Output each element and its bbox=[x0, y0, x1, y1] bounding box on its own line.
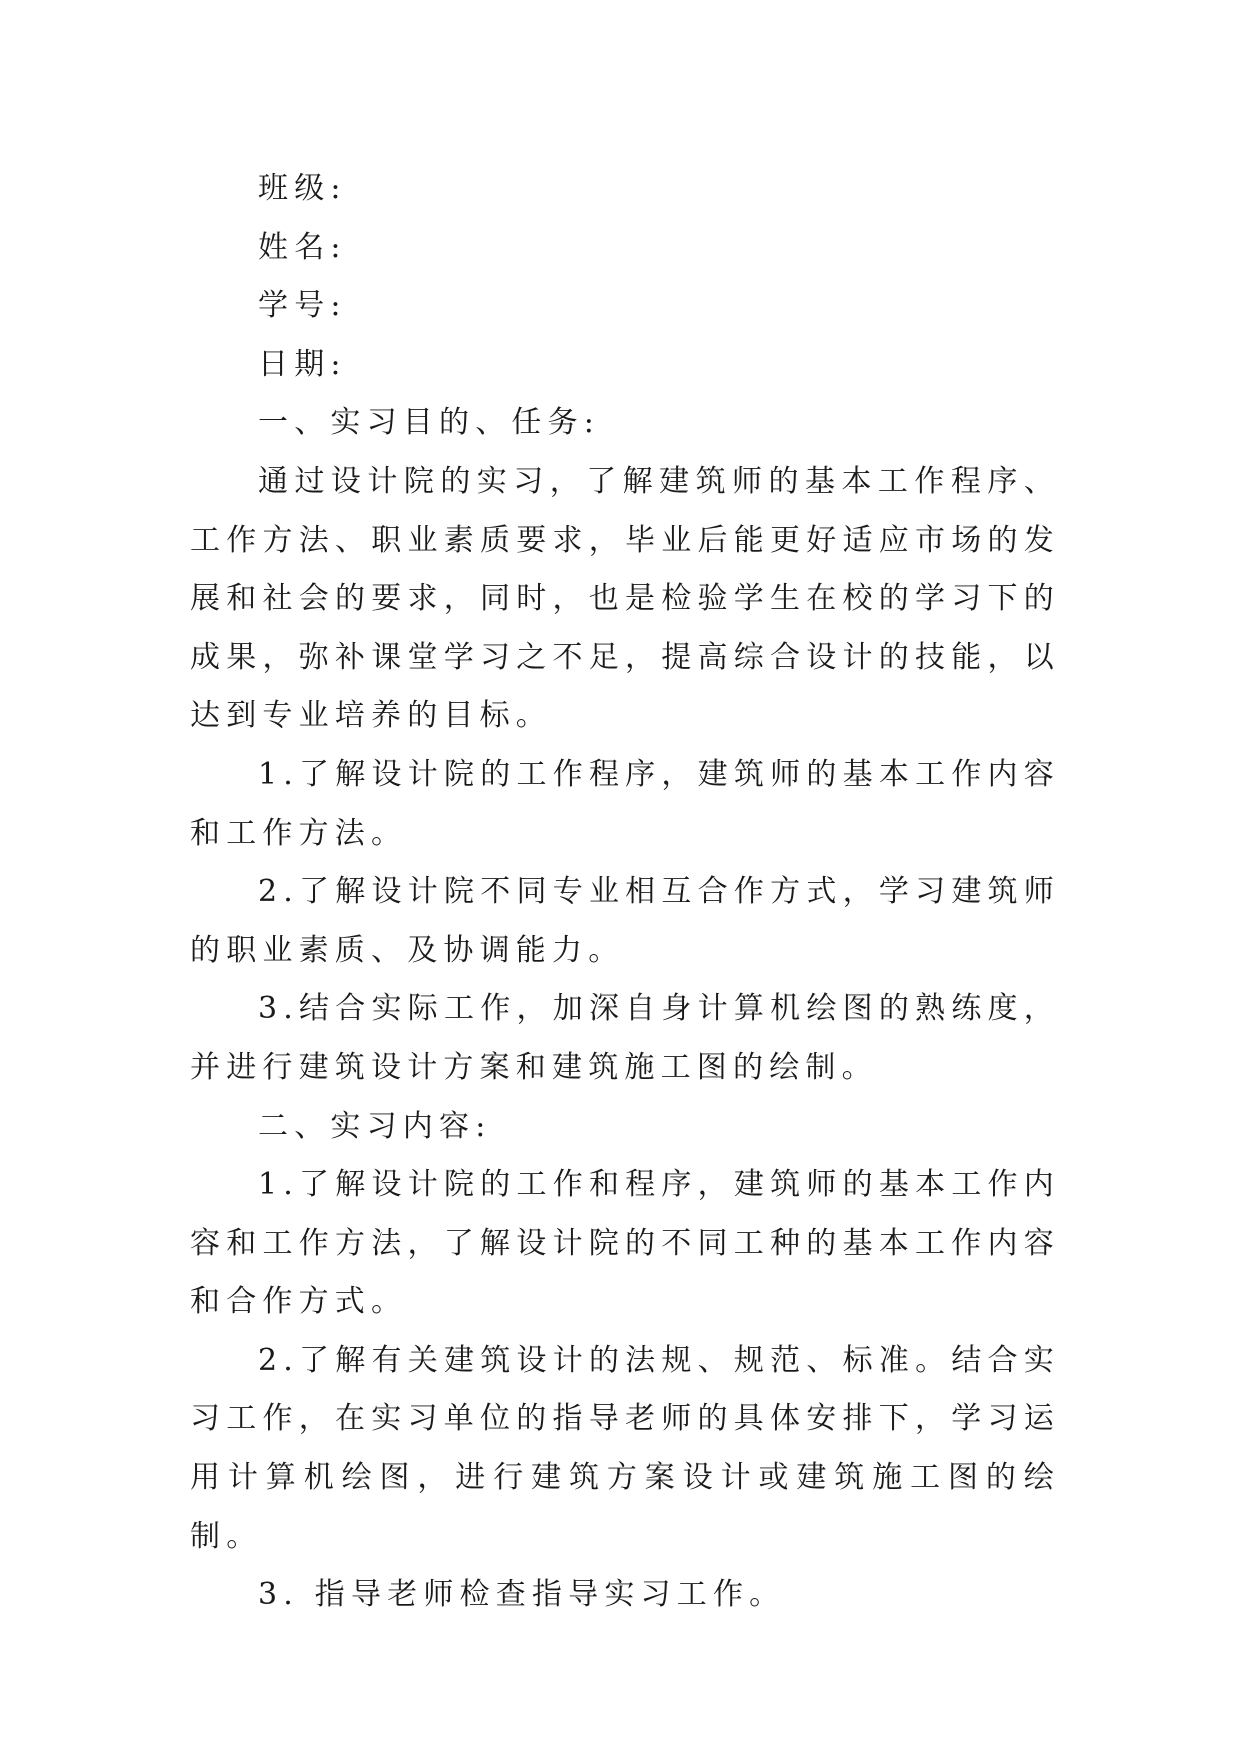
section-1-item-2: 2.了解设计院不同专业相互合作方式，学习建筑师的职业素质、及协调能力。 bbox=[190, 874, 1060, 968]
section-1-heading: 一、实习目的、任务: bbox=[258, 405, 601, 441]
section-2-item-1: 1.了解设计院的工作和程序，建筑师的基本工作内容和工作方法，了解设计院的不同工种的基本工作内容和合作方式。 bbox=[190, 1167, 1060, 1320]
section-1-item-3: 3.结合实际工作，加深自身计算机绘图的熟练度，并进行建筑设计方案和建筑施工图的绘制。 bbox=[190, 991, 1060, 1085]
section-2-heading: 二、实习内容: bbox=[258, 1108, 492, 1144]
class-label: 班级: bbox=[258, 171, 347, 206]
document-body bbox=[190, 160, 1060, 1625]
section-1-item-1: 1.了解设计院的工作程序，建筑师的基本工作内容和工作方法。 bbox=[190, 756, 1060, 851]
section-2-item-3: 3. 指导老师检查指导实习工作。 bbox=[258, 1577, 786, 1613]
section-2-item-2: 2.了解有关建筑设计的法规、规范、标准。结合实习工作，在实习单位的指导老师的具体安排下，学习运用计算机绘图，进行建筑方案设计或建筑施工图的绘制。 bbox=[190, 1342, 1060, 1554]
date-label: 日期: bbox=[258, 346, 347, 382]
name-label: 姓名: bbox=[258, 229, 347, 265]
student-id-label: 学号: bbox=[258, 288, 347, 324]
section-1-intro: 通过设计院的实习，了解建筑师的基本工作程序、工作方法、职业素质要求，毕业后能更好适应市场的发展和社会的要求，同时，也是检验学生在校的学习下的成果，弥补课堂学习之不足，提高综合设计的技能，以达到专业培养的目标。 bbox=[190, 463, 1060, 734]
